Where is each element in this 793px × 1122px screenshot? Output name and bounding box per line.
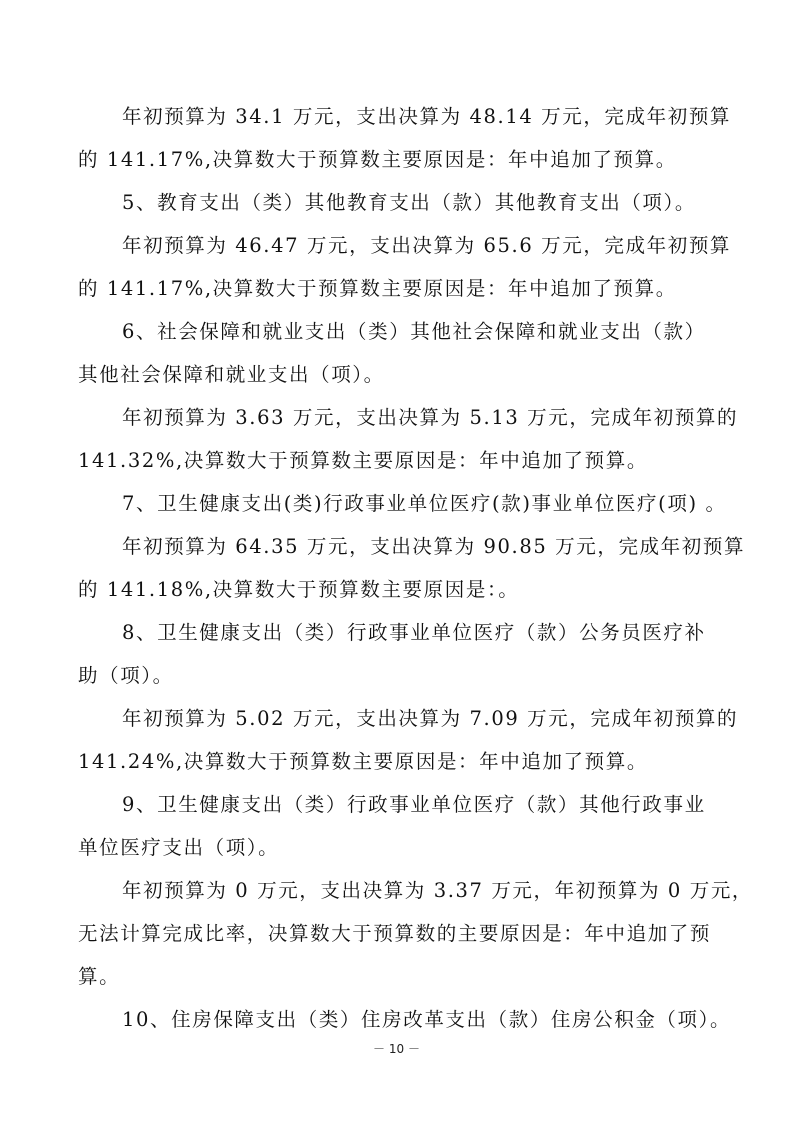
section-heading: 9、卫生健康支出（类）行政事业单位医疗（款）其他行政事业 bbox=[122, 793, 706, 816]
text-line: 年初预算为 64.35 万元，支出决算为 90.85 万元，完成年初预算 bbox=[122, 535, 746, 558]
section-heading-continued: 其他社会保障和就业支出（项）。 bbox=[78, 363, 385, 386]
page-number: － 10 － bbox=[373, 1042, 420, 1056]
text-line: 141.24%,决算数大于预算数主要原因是：年中追加了预算。 bbox=[78, 750, 648, 773]
text-line: 的 141.17%,决算数大于预算数主要原因是：年中追加了预算。 bbox=[78, 277, 677, 300]
text-line: 的 141.18%,决算数大于预算数主要原因是：。 bbox=[78, 578, 520, 601]
section-heading: 5、教育支出（类）其他教育支出（款）其他教育支出（项）。 bbox=[122, 191, 696, 214]
text-line: 141.32%,决算数大于预算数主要原因是：年中追加了预算。 bbox=[78, 449, 648, 472]
section-heading: 6、社会保障和就业支出（类）其他社会保障和就业支出（款） bbox=[122, 320, 706, 343]
text-line: 的 141.17%,决算数大于预算数主要原因是：年中追加了预算。 bbox=[78, 148, 677, 171]
section-heading-continued: 助（项）。 bbox=[78, 664, 174, 687]
text-line: 年初预算为 3.63 万元，支出决算为 5.13 万元，完成年初预算的 bbox=[122, 406, 739, 429]
section-heading-continued: 单位医疗支出（项）。 bbox=[78, 836, 280, 859]
section-heading: 7、卫生健康支出(类)行政事业单位医疗(款)事业单位医疗(项) 。 bbox=[122, 492, 727, 515]
section-heading: 10、住房保障支出（类）住房改革支出（款）住房公积金（项）。 bbox=[122, 1008, 732, 1031]
section-heading: 8、卫生健康支出（类）行政事业单位医疗（款）公务员医疗补 bbox=[122, 621, 706, 644]
text-line: 年初预算为 34.1 万元，支出决算为 48.14 万元，完成年初预算 bbox=[122, 105, 732, 128]
text-line: 年初预算为 5.02 万元，支出决算为 7.09 万元，完成年初预算的 bbox=[122, 707, 739, 730]
text-line: 算。 bbox=[78, 965, 121, 988]
text-line: 年初预算为 0 万元，支出决算为 3.37 万元，年初预算为 0 万元， bbox=[122, 879, 754, 902]
text-line: 无法计算完成比率，决算数大于预算数的主要原因是：年中追加了预 bbox=[78, 922, 712, 945]
text-line: 年初预算为 46.47 万元，支出决算为 65.6 万元，完成年初预算 bbox=[122, 234, 732, 257]
